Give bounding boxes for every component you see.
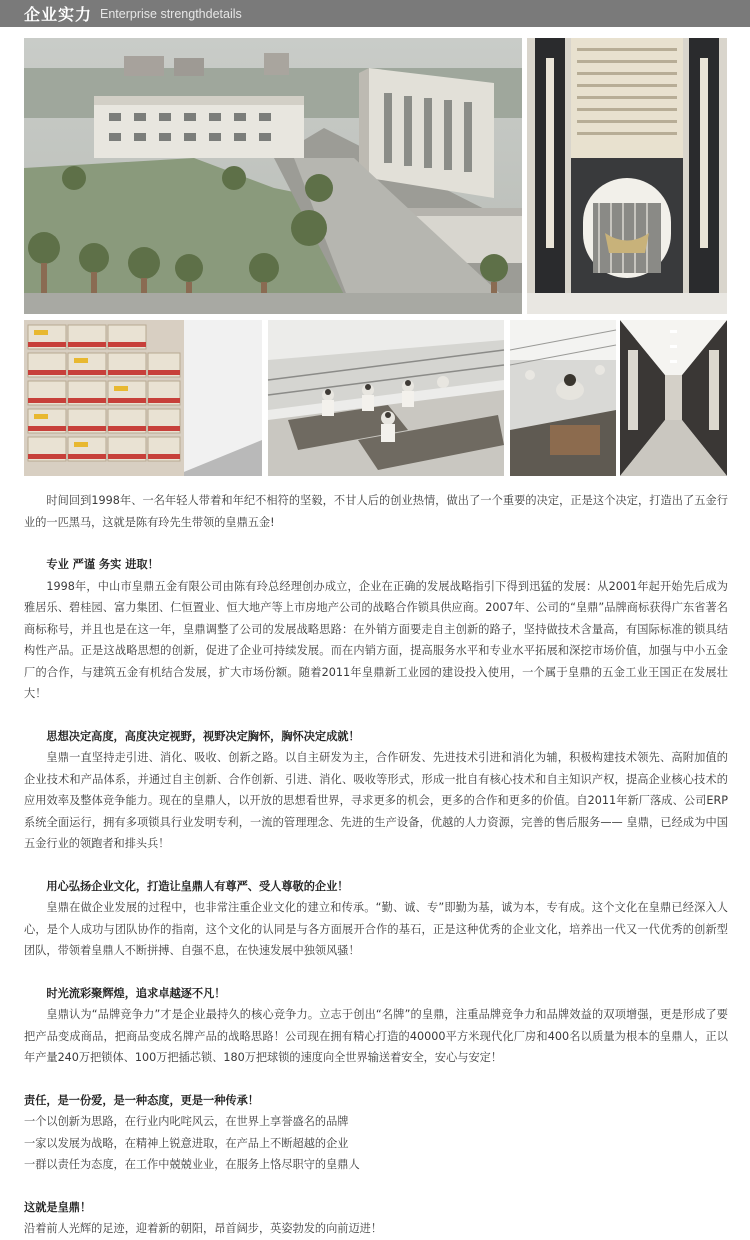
responsibility-line: 一个以创新为思路，在行业内叱咤风云，在世界上享誉盛名的品牌 xyxy=(24,1115,349,1128)
section-heading: 时光流彩聚辉煌，追求卓越逐不凡！ xyxy=(46,986,226,1000)
workshop-worker-photo xyxy=(510,320,616,476)
workshop-line-photo xyxy=(268,320,504,476)
section-heading: 用心弘扬企业文化，打造让皇鼎人有尊严、受人尊敬的企业！ xyxy=(46,879,349,893)
corridor-photo xyxy=(620,320,727,476)
intro-paragraph: 时间回到1998年、一名年轻人带着和年纪不相符的坚毅，不甘人后的创业热情，做出了一个重要的决定，正是这个决定，打造出了五金行业的一匹黑马，这就是陈有玲先生带领的皇鼎五金! xyxy=(24,494,728,529)
section-heading: 思想决定高度，高度决定视野，视野决定胸怀，胸怀决定成就！ xyxy=(46,729,360,743)
section-header-bar xyxy=(0,0,750,27)
section-paragraph: 皇鼎认为“品牌竞争力”才是企业最持久的核心竞争力。立志于创出“名牌”的皇鼎，注重品牌竞争力和品牌效益的双项增强，更是形成了要把产品变成商品，把商品变成名牌产品的战略思路！公司现在拥有精心打造的40000平方米现代化厂房和400名以质量为根本的皇鼎人，正以年产量240万把锁体、100万把插芯锁、180万把球锁的速度向全世界输送着安全，安心与安定！ xyxy=(24,1008,728,1064)
responsibility-line: 一家以发展为战略，在精神上锐意进取，在产品上不断超越的企业 xyxy=(24,1136,349,1150)
section-title-en: Enterprise strengthdetails xyxy=(100,6,242,21)
responsibility-heading: 责任，是一份爱，是一种态度，更是一种传承！ xyxy=(24,1093,259,1107)
section-paragraph: 皇鼎在做企业发展的过程中，也非常注重企业文化的建立和传承。“勤、诚、专”即勤为基，诚为本，专有成。这个文化在皇鼎已经深入人心，是个人成功与团队协作的指南，这个文化的认同是与各方面展开合作的基石，正是这种优秀的企业文化，培养出一代又一代优秀的创新型团队，带领着皇鼎人不断拼搏、自强不息，在快速发展中独领风骚！ xyxy=(24,901,728,957)
responsibility-line: 一群以责任为态度，在工作中兢兢业业，在服务上恪尽职守的皇鼎人 xyxy=(24,1158,360,1171)
closing-line: 沿着前人光辉的足迹，迎着新的朝阳，昂首阔步，英姿勃发的向前迈进！ xyxy=(24,1222,383,1235)
section-paragraph: 1998年，中山市皇鼎五金有限公司由陈有玲总经理创办成立，企业在正确的发展战略指引下得到迅猛的发展：从2001年起开始先后成为雅居乐、碧桂园、富力集团、仁恒置业、恒大地产等上市房地产公司的战略合作锁具供应商。2007年、公司的“皇鼎”品牌商标获得广东省著名商标称号，并且也是在这一年，皇鼎调整了公司的发展战略思路：在外销方面要走自主创新的路子，坚持做技术含量高，有国际标准的锁具结构性产品。正是这战略思想的创新，促进了企业可持续发展。而在内销方面，提高服务水平和专业水平拓展和深挖市场价值，加强与中小五金厂的合作，与建筑五金有机结合发展，扩大市场份额。随着2011年皇鼎新工业园的建设投入使用，一个属于皇鼎的五金工业王国正在发展壮大！ xyxy=(24,579,728,700)
warehouse-boxes-photo xyxy=(24,320,262,476)
closing-heading: 这就是皇鼎！ xyxy=(24,1200,92,1214)
lobby-calligraphy-wall-photo xyxy=(527,38,727,314)
section-heading: 专业 严谨 务实 进取！ xyxy=(46,558,159,571)
section-title-cn: 企业实力 xyxy=(24,5,93,24)
section-paragraph: 皇鼎一直坚持走引进、消化、吸收、创新之路。以自主研发为主，合作研发、先进技术引进和消化为辅，积极构建技术领先、高附加值的企业技术和产品体系，并通过自主创新、合作创新、引进、消化、吸收等形式，形成一批自有核心技术和自主知识产权，提高企业核心技术的应用效率及整体竞争能力。现在的皇鼎人，以开放的思想看世界，寻求更多的机会，更多的合作和更多的价值。自2011年新厂落成、公司ERP系统全面运行，拥有多项锁具行业发明专利，一流的管理理念、先进的生产设备，优越的人力资源，完善的售后服务—— 皇鼎，已经成为中国五金行业的领跑者和排头兵！ xyxy=(24,751,728,850)
article-body xyxy=(24,490,728,1240)
factory-aerial-photo xyxy=(24,38,522,314)
